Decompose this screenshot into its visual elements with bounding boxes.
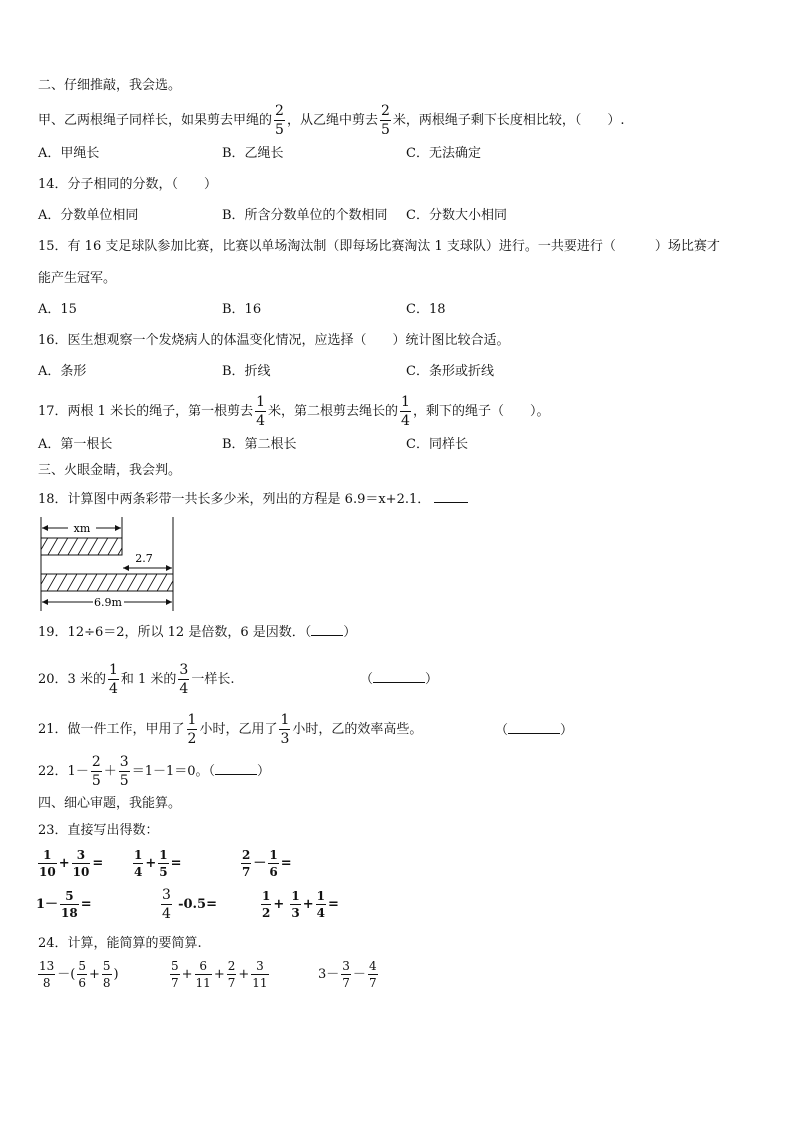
answer-paren[interactable]: （ ） (495, 723, 574, 738)
top-ribbon (41, 538, 122, 555)
question-14: 14．分子相同的分数，（ ） (38, 177, 218, 192)
option-b[interactable]: B．16 (222, 302, 262, 317)
fraction: $\frac{3}{5}$ (119, 754, 129, 789)
question-21: 21．做一件工作，甲用了 $\frac{1}{2}$ 小时，乙用了 $\frac{1}{3}$ 小时，乙的效率高些。 (38, 712, 423, 747)
option-a[interactable]: A．甲绳长 (38, 146, 100, 161)
answer-blank (373, 670, 425, 683)
question-24: 24．计算，能简算的要简算. (38, 936, 202, 951)
option-b[interactable]: B．折线 (222, 364, 271, 379)
fraction: $\frac{2}{5}$ (275, 103, 284, 138)
expression: $\frac{2}{7}$ － $\frac{1}{6}$ = (242, 848, 292, 879)
fraction: $\frac{1}{3}$ (280, 712, 290, 747)
section-2-title: 二、仔细推敲，我会选。 (38, 78, 182, 93)
question-19: 19．12÷6＝2，所以 12 是倍数，6 是因数．（ ） (38, 625, 357, 640)
mid-label: 2.7 (135, 552, 153, 565)
bottom-label: 6.9m (94, 596, 122, 609)
expression: $\frac{5}{7}$ + $\frac{6}{11}$ + $\frac{2}{7}$ + $\frac{3}{11}$ (171, 959, 268, 990)
expression: $\frac{1}{10}$ + $\frac{3}{10}$ = (39, 848, 104, 879)
question-20: 20．3 米的 $\frac{1}{4}$ 和 1 米的 $\frac{3}{4}$ 一样长. (38, 662, 235, 697)
fraction: $\frac{3}{4}$ (179, 662, 189, 697)
expression: $\frac{13}{8}$ －( $\frac{5}{6}$ + $\frac{5}{8}$ ) (39, 959, 119, 990)
expression: 1－ $\frac{5}{18}$ = (36, 889, 92, 920)
option-a[interactable]: A．第一根长 (38, 437, 113, 452)
question-17: 17．两根 1 米长的绳子，第一根剪去 $\frac{1}{4}$ 米，第二根剪去绳长的 $\frac{1}{4}$ ，剩下的绳子（ ）。 (38, 394, 550, 429)
fraction: $\frac{1}{4}$ (108, 662, 118, 697)
fraction: $\frac{1}{4}$ (401, 394, 410, 429)
option-a[interactable]: A．15 (38, 302, 77, 317)
expression: 3－ $\frac{3}{7}$ － $\frac{4}{7}$ (318, 959, 377, 990)
option-c[interactable]: C．分数大小相同 (406, 208, 507, 223)
answer-blank[interactable] (434, 490, 468, 503)
option-b[interactable]: B．乙绳长 (222, 146, 284, 161)
option-b[interactable]: B．第二根长 (222, 437, 297, 452)
fraction: $\frac{1}{2}$ (187, 712, 197, 747)
answer-blank (508, 721, 560, 734)
answer-blank[interactable] (215, 762, 257, 775)
section-3-title: 三、火眼金睛，我会判。 (38, 463, 182, 478)
question-23: 23．直接写出得数： (38, 823, 159, 838)
fraction: $\frac{2}{5}$ (91, 754, 101, 789)
option-a[interactable]: A．条形 (38, 364, 87, 379)
fraction: $\frac{2}{5}$ (380, 103, 390, 138)
answer-blank[interactable] (311, 623, 343, 636)
ribbon-diagram (36, 515, 178, 613)
fraction: $\frac{1}{4}$ (256, 394, 265, 429)
option-c[interactable]: C．18 (406, 302, 446, 317)
expression: $\frac{3}{4}$ -0.5= (162, 887, 217, 922)
answer-paren[interactable]: （ ） (360, 672, 439, 687)
section-4-title: 四、细心审题，我能算。 (38, 796, 182, 811)
top-label: xm (73, 522, 91, 535)
option-b[interactable]: B．所含分数单位的个数相同 (222, 208, 388, 223)
option-a[interactable]: A．分数单位相同 (38, 208, 139, 223)
question-22: 22．1－ $\frac{2}{5}$ ＋ $\frac{3}{5}$ ＝1－1＝0。（ ） (38, 754, 271, 789)
question-15-line1: 15．有 16 支足球队参加比赛，比赛以单场淘汰制（即每场比赛淘汰 1 支球队）进行。一共要进行（ ）场比赛才 (38, 239, 720, 254)
expression: $\frac{1}{2}$ + $\frac{1}{3}$ + $\frac{1}{4}$ = (262, 889, 339, 920)
question-16: 16．医生想观察一个发烧病人的体温变化情况，应选择（ ）统计图比较合适。 (38, 333, 510, 348)
expression: $\frac{1}{4}$ + $\frac{1}{5}$ = (134, 848, 182, 879)
option-c[interactable]: C．条形或折线 (406, 364, 494, 379)
option-c[interactable]: C．无法确定 (406, 146, 481, 161)
question-13: 甲、乙两根绳子同样长，如果剪去甲绳的 $\frac{2}{5}$ ，从乙绳中剪去 $\frac{2}{5}$ 米，两根绳子剩下长度相比较，（ ）. (38, 103, 625, 138)
question-15-line2: 能产生冠军。 (38, 271, 117, 286)
question-18: 18．计算图中两条彩带一共长多少米，列出的方程是 6.9＝x+2.1． (38, 490, 468, 509)
option-c[interactable]: C．同样长 (406, 437, 468, 452)
bottom-ribbon (41, 574, 173, 591)
